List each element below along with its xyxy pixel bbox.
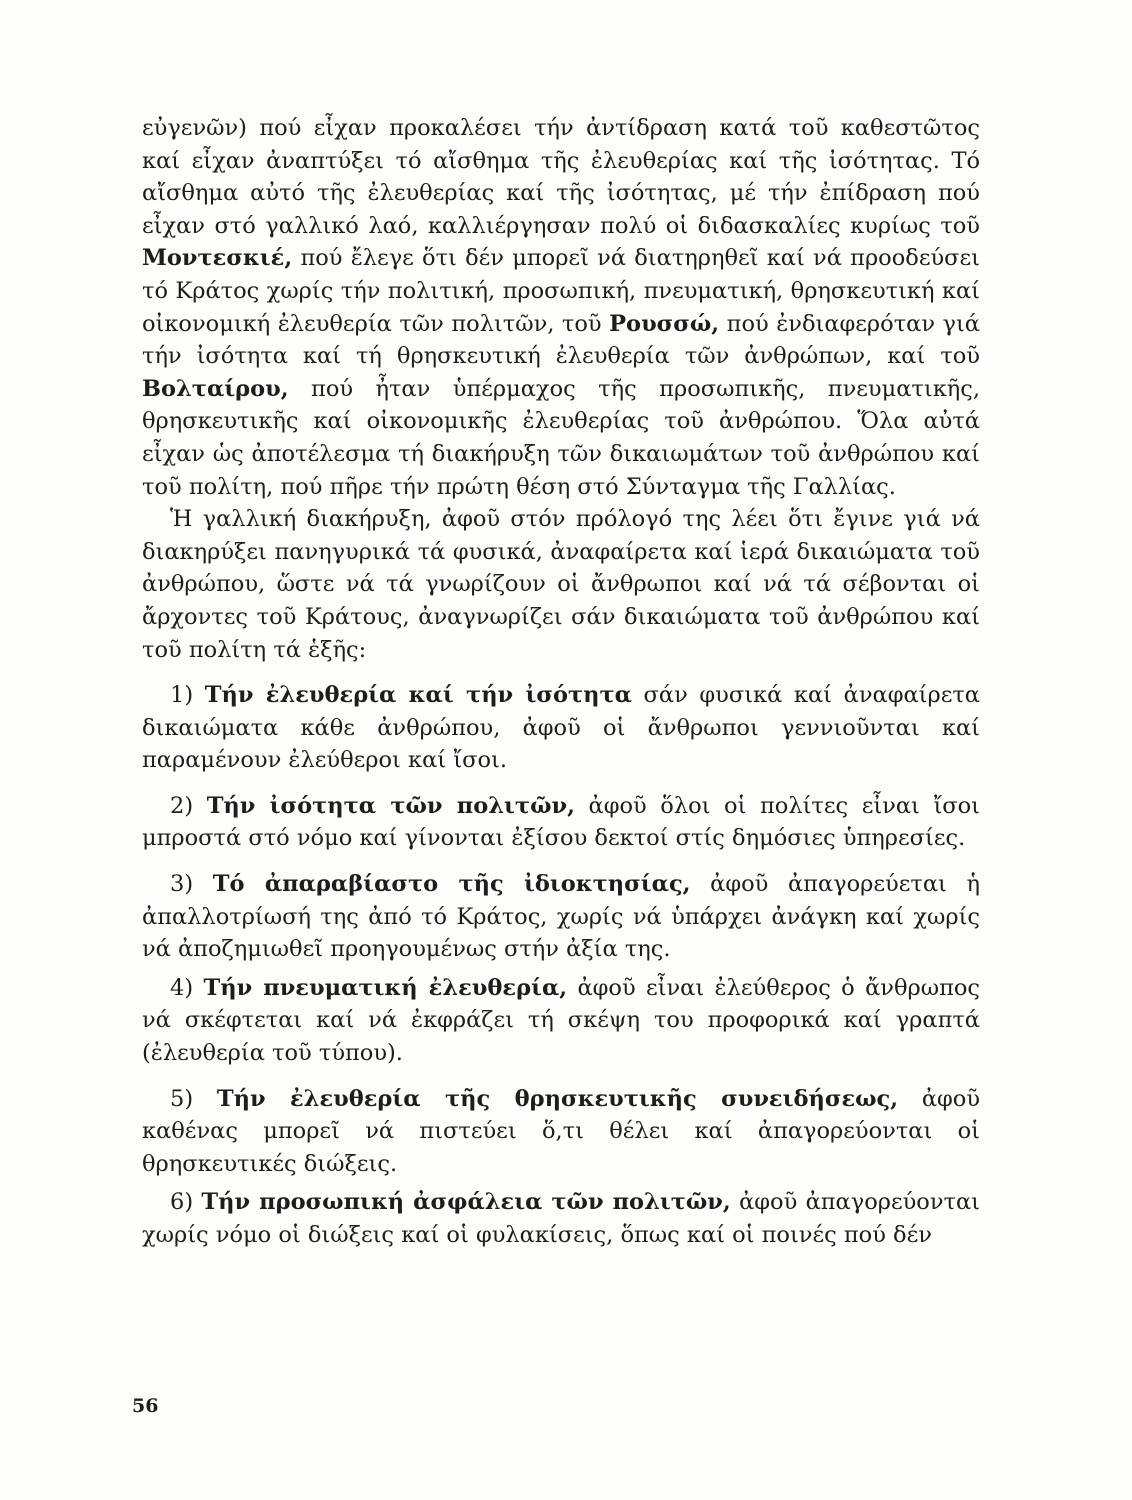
item-text: ἀφοῦ καθένας μπορεῖ νά πιστεύει ὅ,τι θέλει καί ἀπαγορεύονται οἱ θρησκευτικές διώξεις. [142,1085,981,1177]
item-text: σάν φυσικά καί ἀναφαίρετα δικαιώματα κάθε ἀνθρώπου, ἀφοῦ οἱ ἄνθρωποι γεννιοῦνται καί παραμένουν ἐλεύθεροι καί ἴσοι. [142,682,980,774]
item-number: 3) [170,871,194,898]
name-montesquieu: Μοντεσκιέ, [142,245,293,272]
name-rousseau: Ρουσσώ, [609,310,720,337]
text-run: πού ἐνδιαφερόταν γιά τήν ἰσότητα καί τή θρησκευτική ἐλευθερία τῶν ἀνθρώπων, καί τοῦ [142,310,981,370]
item-text: ἀφοῦ ὅλοι οἱ πολίτες εἶναι ἴσοι μπροστά στό νόμο καί γίνονται ἐξίσου δεκτοί στίς δημόσιες ὑπηρεσίες. [142,792,980,852]
list-item [142,972,980,1070]
text-run: πού ἔλεγε ὅτι δέν μπορεῖ νά διατηρηθεῖ καί νά προοδεύσει τό Κράτος χωρίς τήν πολιτική, προσωπική, πνευματική, θρησκευτική καί οἰκονομική ἐλευθερία τῶν πολιτῶν, τοῦ [142,245,980,337]
item-number: 6) [170,1189,194,1216]
item-title: Τήν ἰσότητα τῶν πολιτῶν, [206,792,575,819]
text-run: Ἡ γαλλική διακήρυξη, ἀφοῦ στόν πρόλογό της λέει ὅτι ἔγινε γιά νά διακηρύξει πανηγυρικά τά φυσικά, ἀναφαίρετα καί ἱερά δικαιώματα τοῦ ἀνθρώπου, ὥστε νά τά γνωρίζουν οἱ ἄνθρωποι καί νά τά σέβονται οἱ ἄρχοντες τοῦ Κράτους, ἀναγνωρίζει σάν δικαιώματα τοῦ ἀνθρώπου καί τοῦ πολίτη τά ἑξῆς: [142,506,980,663]
page-body [142,112,980,1252]
item-title: Τήν ἐλευθερία τῆς θρησκευτικῆς συνειδήσεως, [216,1085,899,1112]
paragraph-intro [142,112,980,503]
item-text: ἀφοῦ ἀπαγορεύεται ἡ ἀπαλλοτρίωσή της ἀπό τό Κράτος, χωρίς νά ὑπάρχει ἀνάγκη καί χωρίς νά ἀποζημιωθεῖ προηγουμένως στήν ἀξία της. [142,871,980,963]
item-title: Τό ἀπαραβίαστο τῆς ἰδιοκτησίας, [212,871,691,898]
text-run: εὐγενῶν) πού εἶχαν προκαλέσει τήν ἀντίδραση κατά τοῦ καθεστῶτος καί εἶχαν ἀναπτύξει τό αἴσθημα τῆς ἐλευθερίας καί τῆς ἰσότητας. Τό αἴσθημα αὐτό τῆς ἐλευθερίας καί τῆς ἰσότητας, μέ τήν ἐπίδραση πού εἶχαν στό γαλλικό λαό, καλλιέργησαν πολύ οἱ διδασκαλίες κυρίως τοῦ [142,115,980,239]
list-item [142,1186,980,1251]
item-text: ἀφοῦ εἶναι ἐλεύθερος ὁ ἄνθρωπος νά σκέφτεται καί νά ἐκφράζει τή σκέψη του προφορικά καί γραπτά (ἐλευθερία τοῦ τύπου). [142,974,980,1067]
item-title: Τήν προσωπική ἀσφάλεια τῶν πολιτῶν, [201,1189,731,1216]
item-title: Τήν ἐλευθερία καί τήν ἰσότητα [204,682,632,709]
item-title: Τήν πνευματική ἐλευθερία, [203,974,568,1001]
list-item [142,679,980,777]
item-number: 4) [170,974,194,1001]
name-voltaire: Βολταίρου, [142,375,289,402]
list-item [142,790,980,855]
paragraph-declaration [142,503,980,666]
list-item [142,868,980,966]
item-number: 1) [170,682,194,709]
item-number: 2) [170,792,194,819]
item-number: 5) [170,1085,194,1112]
item-text: ἀφοῦ ἀπαγορεύονται χωρίς νόμο οἱ διώξεις καί οἱ φυλακίσεις, ὅπως καί οἱ ποινές πού δέν [142,1189,980,1248]
list-item [142,1083,980,1181]
page-number: 56 [132,1395,159,1417]
text-run: πού ἦταν ὑπέρμαχος τῆς προσωπικῆς, πνευματικῆς, θρησκευτικῆς καί οἰκονομικῆς ἐλευθερίας τοῦ ἀνθρώπου. Ὅλα αὐτά εἶχαν ὡς ἀποτέλεσμα τή διακήρυξη τῶν δικαιωμάτων τοῦ ἀνθρώπου καί τοῦ πολίτη, πού πῆρε τήν πρώτη θέση στό Σύνταγμα τῆς Γαλλίας. [142,375,980,500]
